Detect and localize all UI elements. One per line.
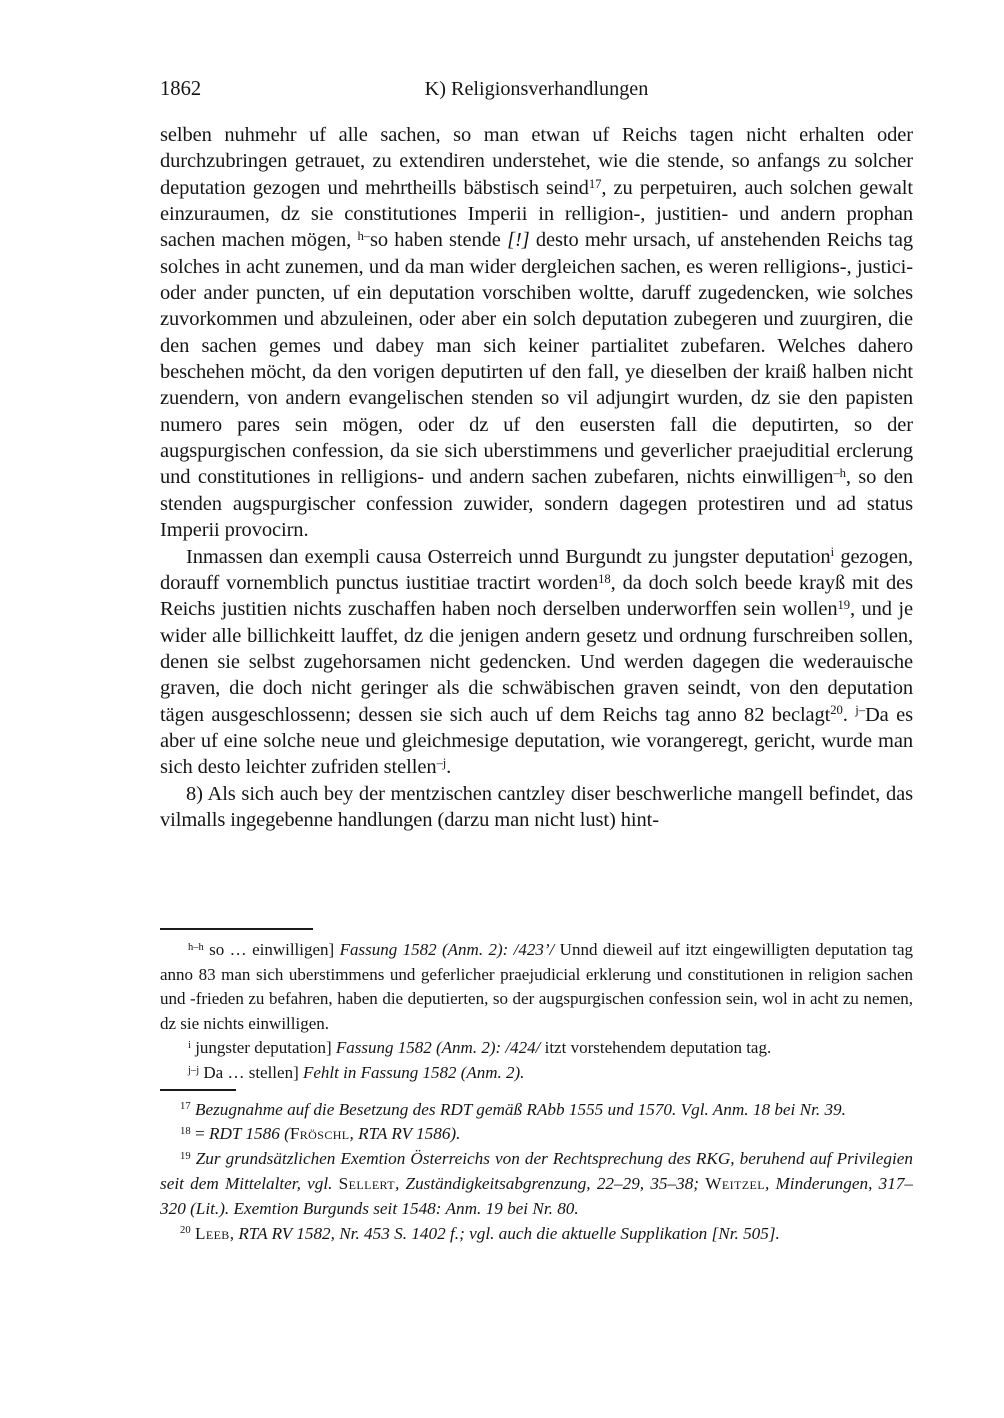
text-run: , da doch solch beede krayß mit des Reichs justitien nichts zuschaffen haben noch derselben underworffen sein wollen <box>160 571 913 621</box>
body-paragraph <box>160 781 913 834</box>
text-run: 18 <box>598 571 611 586</box>
critical-apparatus <box>160 938 913 1086</box>
text-run: = <box>190 1124 209 1144</box>
text-run: Leeb <box>194 1223 230 1243</box>
text-run: 17 <box>180 1101 191 1113</box>
text-run: Sellert <box>338 1173 395 1193</box>
apparatus-note <box>160 938 913 1036</box>
text-run: Zur grundsätzlichen Exemtion Österreichs von der Rechtsprechung des RKG, beruhend auf Privilegien seit dem Mittelalter, vgl. <box>160 1149 913 1193</box>
text-run: 20 <box>180 1225 191 1237</box>
text-run: j– <box>855 703 865 718</box>
body-text <box>160 122 913 928</box>
text-run: , Minderungen, 317–320 (Lit.). Exemtion Burgunds seit 1548: Anm. 19 bei Nr. 80. <box>160 1173 914 1218</box>
text-run: Fröschl <box>289 1124 350 1144</box>
text-run: itzt vorstehendem deputation tag. <box>540 1038 772 1058</box>
text-run: RDT 1586 ( <box>208 1124 290 1144</box>
text-run: , so den stenden augspurgischer confession zuwider, sondern dagegen protestiren und ad status Imperii provocirn. <box>160 466 913 542</box>
text-run: 19 <box>180 1151 191 1163</box>
footnote-item <box>160 1098 913 1123</box>
text-run: –h <box>833 466 846 481</box>
text-run: 18 <box>180 1126 191 1138</box>
text-run: j–j <box>188 1064 200 1076</box>
body-paragraph <box>160 122 913 544</box>
text-run: gezogen, dorauff vornemblich punctus iustitiae tractirt worden <box>160 545 913 594</box>
footnote-item <box>160 1147 913 1221</box>
text-run: desto mehr ursach, uf anstehenden Reichs tag solches in acht zunemen, und da man wider dergleichen sachen, es weren relligions-, justici- oder ander puncten, uf ein deputation vorschiben woltte, daruff zugedencken, wie solches zuvorkommen und abzuleinen, oder aber ein solch deputation zubegeren und zuurgiren, die den sachen gemes und dabey man sich keiner partialitet zubefaren. Welches dahero beschehen möcht, da den vorigen deputirten uf den fall, ye dieselben der kraiß halben nicht zuendern, von andern evangelischen stenden so vil adjungirt wurden, dz sie den papisten numero pares sein mögen, oder dz uf den eusersten fall die deputirten, so der augspurgischen confession, da sie sich uberstimmens und geverlicher praejuditial erclerung und constitutiones in relligions- und andern sachen zubefaren, nichts einwilligen <box>160 229 913 489</box>
text-run: Inmassen dan exempli causa Osterreich unnd Burgundt zu jungster deputation <box>186 545 831 568</box>
text-run: . <box>446 756 452 779</box>
text-run: , zu perpetuiren, auch solchen gewalt einzuraumen, dz sie constitutiones Imperii in relligion-, justitien- und andern prophan sachen machen mögen, <box>160 176 913 252</box>
text-run: h–h <box>188 941 204 953</box>
body-paragraph <box>160 544 913 781</box>
page-number: 1862 <box>160 78 202 100</box>
text-run: 19 <box>837 598 851 613</box>
apparatus-note <box>160 1036 913 1061</box>
footnotes <box>160 1098 913 1247</box>
apparatus-note <box>160 1061 913 1086</box>
text-run: Unnd dieweil auf itzt eingewilligten deputation tag anno 83 man sich uberstimmens und geferlicher praejudicial erklerung und constitutionen in religion sachen und -frieden zu befahren, haben die deputierten, so der augspurgischen confession sein, wol in acht zu nemen, dz sie nichts einwilligen. <box>160 940 913 1033</box>
text-run: . <box>842 703 856 726</box>
text-run: , und je wider alle billichkeitt lauffet, dz die jenigen andern gesetz und ordnung furschreiben sollen, denen sie selbst zugehorsamen nicht gedencken. Und werden dagegen die wederauische graven, die doch nicht geringer als die schwäbischen graven seindt, von den deputation tägen ausgeschlossenn; dessen sie sich auch uf dem Reichs tag anno 82 beclagt <box>160 598 913 726</box>
text-run: [!] <box>507 229 530 252</box>
text-run: selben nuhmehr uf alle sachen, so man etwan uf Reichs tagen nicht erhalten oder durchzubringen getrauet, zu extendiren understehet, wie die stende, so anfangs zu solcher deputation gezogen und mehrtheills bäbstisch seind <box>160 124 913 199</box>
text-run: Fehlt in Fassung 1582 (Anm. 2). <box>302 1062 525 1082</box>
text-run: jungster deputation] <box>190 1038 336 1058</box>
page-content <box>160 78 913 1246</box>
page-header <box>160 78 913 104</box>
text-run: 20 <box>830 703 843 718</box>
text-run: –j <box>436 756 447 771</box>
footnote-item <box>160 1122 913 1147</box>
text-run: i <box>830 545 835 560</box>
text-run: 17 <box>588 176 602 191</box>
text-run: Fassung 1582 (Anm. 2): /424/ <box>335 1038 541 1058</box>
text-run: 8) Als sich auch bey der mentzischen cantzley diser beschwerliche mangell befindet, das vilmalls ingegebenne handlungen (darzu man nicht lust) hint- <box>160 782 913 831</box>
text-run: Weitzel <box>705 1173 765 1193</box>
text-run: , RTA RV 1582, Nr. 453 S. 1402 f.; vgl. auch die aktuelle Supplikation [Nr. 505]. <box>229 1223 780 1243</box>
running-title: K) Religionsverhandlungen <box>424 78 649 100</box>
text-run: Bezugnahme auf die Besetzung des RDT gemäß RAbb 1555 und 1570. Vgl. Anm. 18 bei Nr. 39. <box>190 1099 846 1119</box>
text-run: , RTA RV 1586). <box>349 1124 461 1144</box>
text-run: Da es aber uf eine solche neue und gleichmesige deputation, wie vorangeregt, gericht, wurde man sich desto leichter zufriden stellen <box>160 703 913 779</box>
text-run: i <box>188 1040 191 1052</box>
text-run: , Zuständigkeitsabgrenzung, 22–29, 35–38; <box>394 1173 706 1193</box>
text-run: h– <box>357 229 370 244</box>
text-run: Fassung 1582 (Anm. 2): /423’/ <box>339 940 555 959</box>
apparatus-separator-rule <box>160 928 313 930</box>
text-run: Da … stellen] <box>199 1062 303 1082</box>
footnote-item <box>160 1222 913 1247</box>
text-run: so … einwilligen] <box>203 940 340 959</box>
text-run: so haben stende <box>370 229 508 252</box>
footnote-separator-rule <box>160 1089 236 1091</box>
